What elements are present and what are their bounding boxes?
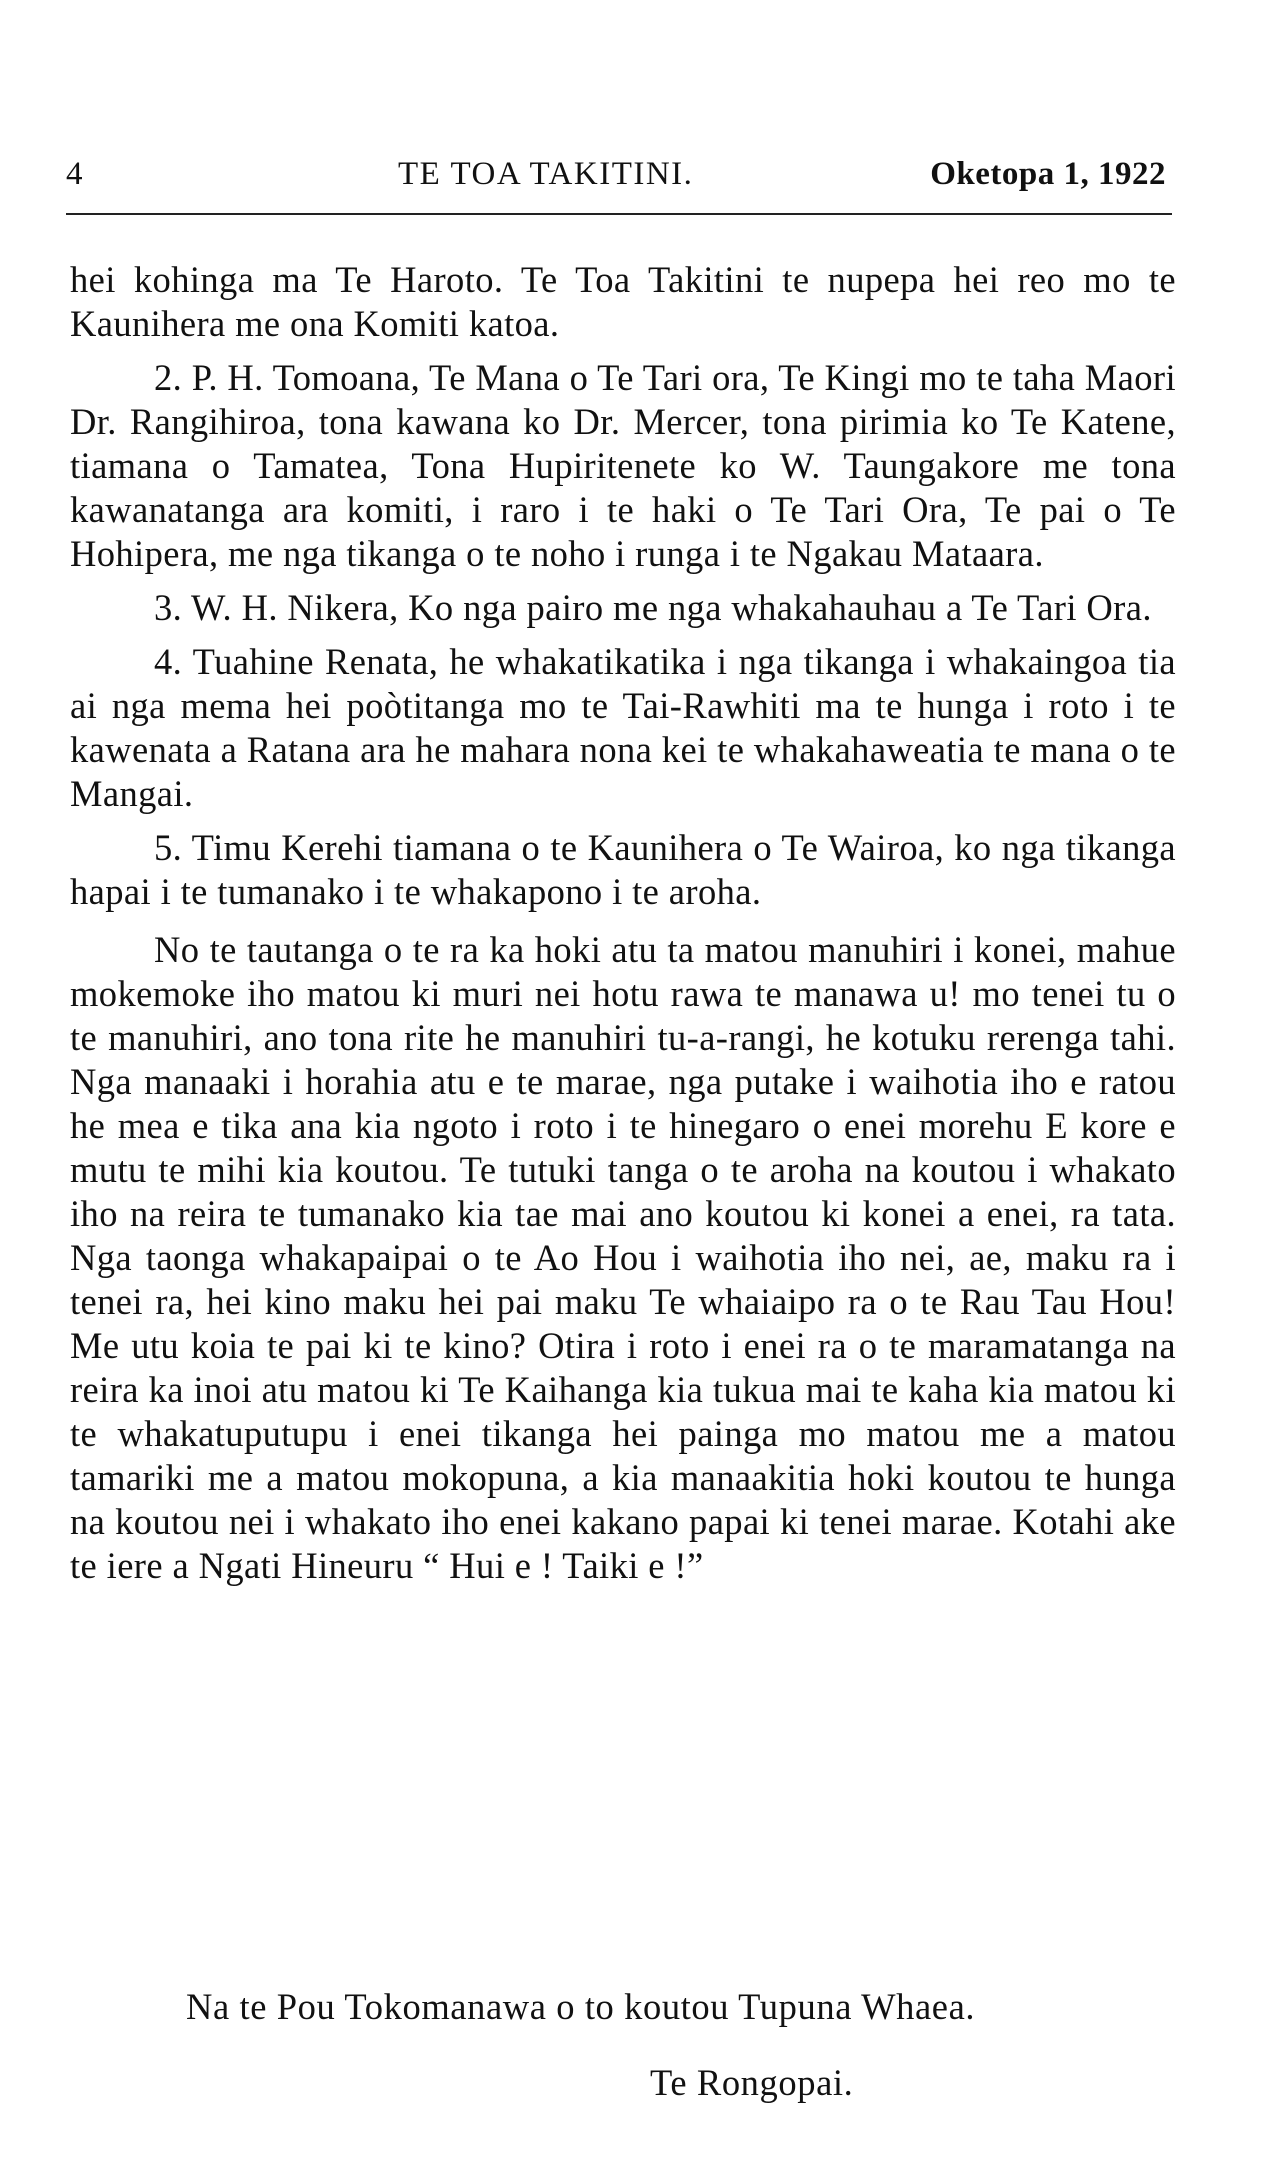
list-item-2: 2. P. H. Tomoana, Te Mana o Te Tari ora, Te Kingi mo te taha Maori Dr. Rangihiroa, tona kawana ko Dr. Mercer, tona pirimia ko Te Katene, tiamana o Tamatea, Tona Hupiritenete ko W. Taungakore me tona kawanatanga ara komiti, i raro i te haki o Te Tari Ora, Te pai o Te Hohipera, me nga tikanga o te noho i runga i te Ngakau Mataara. — [70, 357, 1176, 574]
closing-line: Na te Pou Tokomanawa o to koutou Tupuna Whaea. — [186, 1986, 976, 2027]
signature: Te Rongopai. — [650, 2062, 854, 2103]
paragraph-continued: hei kohinga ma Te Haroto. Te Toa Takitini te nupepa hei reo mo te Kaunihera me ona Komiti katoa. — [70, 259, 1176, 344]
list-item-5: 5. Timu Kerehi tiamana o te Kaunihera o Te Wairoa, ko nga tikanga hapai i te tumanako i te whakapono i te aroha. — [70, 827, 1176, 912]
farewell-paragraph: No te tautanga o te ra ka hoki atu ta matou manuhiri i konei, mahue mokemoke iho matou ki muri nei hotu rawa te manawa u! mo tenei tu o te manuhiri, ano tona rite he manuhiri tu-a-rangi, he kotuku rerenga tahi. Nga manaaki i horahia atu e te marae, nga putake i waihotia iho e ratou he mea e tika ana kia ngoto i roto i te hinegaro o enei morehu E kore e mutu te mihi kia koutou. Te tutuki tanga o te aroha na koutou i whakato iho na reira te tumanako kia tae mai ano koutou ki konei a enei, ra tata. Nga taonga whakapaipai o te Ao Hou i waihotia iho nei, ae, maku ra i tenei ra, hei kino maku hei pai maku Te whaiaipo ra o te Rau Tau Hou! Me utu koia te pai ki te kino? Otira i roto i enei ra o te maramatanga na reira ka inoi atu matou ki Te Kaihanga kia tukua mai te kaha kia matou ki te whakatuputupu i enei tikanga hei painga mo matou me a matou tamariki me a matou mokopuna, a kia manaakitia hoki koutou te hunga na koutou nei i whakato iho enei kakano papai ki tenei marae. Kotahi ake te iere a Ngati Hineuru “ Hui e ! Taiki e !” — [70, 929, 1176, 1586]
header-rule — [66, 213, 1172, 215]
list-item-4: 4. Tuahine Renata, he whakatikatika i nga tikanga i whakaingoa tia ai nga mema hei poòtitanga mo te Tai-Rawhiti ma te hunga i roto i te kawenata a Ratana ara he mahara nona kei te whakahaweatia te mana o te Mangai. — [70, 641, 1176, 814]
list-item-3: 3. W. H. Nikera, Ko nga pairo me nga whakahauhau a Te Tari Ora. — [154, 587, 1152, 628]
page-header — [66, 152, 1166, 202]
issue-date: Oketopa 1, 1922 — [930, 156, 1166, 192]
page-number: 4 — [66, 156, 83, 192]
newspaper-title: TE TOA TAKITINI. — [398, 156, 694, 192]
article-body — [70, 258, 1176, 1588]
